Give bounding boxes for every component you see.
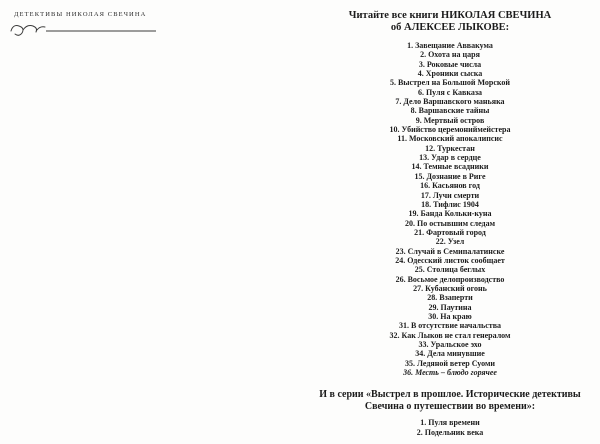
book-item: 35. Ледяной ветер Суоми: [404, 358, 496, 368]
book-item: 18. Тифлис 1904: [421, 199, 479, 209]
book-item: 10. Убийство церемониймейстера: [389, 125, 511, 135]
series-list: [300, 418, 600, 437]
series-heading-line: И в серии «Выстрел в прошлое. Исторические детективы: [319, 389, 581, 401]
book-item: 20. По остывшим следам: [404, 218, 496, 228]
book-item: 29. Паутина: [428, 302, 472, 312]
book-item: 7. Дело Варшавского маньяка: [395, 97, 505, 107]
page-title-line: об АЛЕКСЕЕ ЛЫКОВЕ:: [390, 21, 510, 33]
book-item: 36. Месть – блюдо горячее: [403, 368, 497, 378]
flourish-ornament-icon: [8, 22, 158, 38]
book-item: 15. Дознание в Риге: [414, 171, 486, 181]
book-list: [300, 41, 600, 377]
page-title: [300, 10, 600, 33]
book-item: 22. Узел: [435, 237, 465, 247]
book-item: 2. Охота на царя: [420, 50, 480, 60]
book-item: 2. Подельник века: [416, 427, 484, 437]
book-item: 9. Мертвый остров: [415, 115, 485, 125]
book-item: 32. Как Лыков не стал генералом: [389, 330, 511, 340]
book-item: 33. Уральское эхо: [418, 340, 482, 349]
book-item: 1. Завещание Аввакума: [407, 41, 493, 50]
book-item: 30. На краю: [428, 311, 472, 321]
book-item: 13. Удар в сердце: [419, 153, 481, 163]
right-page: [300, 0, 600, 444]
book-item: 21. Фартовый город: [414, 227, 486, 237]
book-item: 16. Касьянов год: [420, 181, 480, 191]
book-item: 28. Взаперти: [427, 293, 473, 303]
book-item: 12. Туркестан: [425, 143, 475, 153]
book-item: 14. Темные всадники: [411, 162, 489, 172]
book-item: 23. Случай в Семипалатинске: [395, 246, 505, 256]
book-item: 1. Пуля времени: [420, 418, 480, 428]
book-item: 4. Хроники сыска: [417, 69, 483, 79]
book-item: 8. Варшавские тайны: [410, 106, 490, 116]
book-item: 24. Одесский листок сообщает: [395, 255, 505, 265]
book-item: 3. Роковые числа: [418, 59, 482, 69]
book-item: 6. Пуля с Кавказа: [417, 87, 483, 97]
series-heading: [300, 389, 600, 412]
book-item: 5. Выстрел на Большой Морской: [389, 78, 511, 88]
book-item: 25. Столица беглых: [414, 265, 486, 275]
book-item: 31. В отсутствие начальства: [398, 321, 502, 331]
book-item: 17. Лучи смерти: [420, 190, 480, 200]
book-item: 11. Московский апокалипсис: [397, 134, 503, 144]
book-item: 26. Восьмое делопроизводство: [395, 274, 505, 284]
series-heading-line: Свечина о путешествии во времени»:: [364, 400, 536, 412]
book-item: 27. Кубанский огонь: [413, 283, 487, 293]
book-item: 19. Банда Кольки-куна: [408, 209, 492, 219]
running-head: ДЕТЕКТИВЫ НИКОЛАЯ СВЕЧИНА: [14, 11, 147, 18]
page-title-line: Читайте все книги НИКОЛАЯ СВЕЧИНА: [348, 10, 552, 21]
book-item: 34. Дела минувшие: [415, 349, 485, 359]
